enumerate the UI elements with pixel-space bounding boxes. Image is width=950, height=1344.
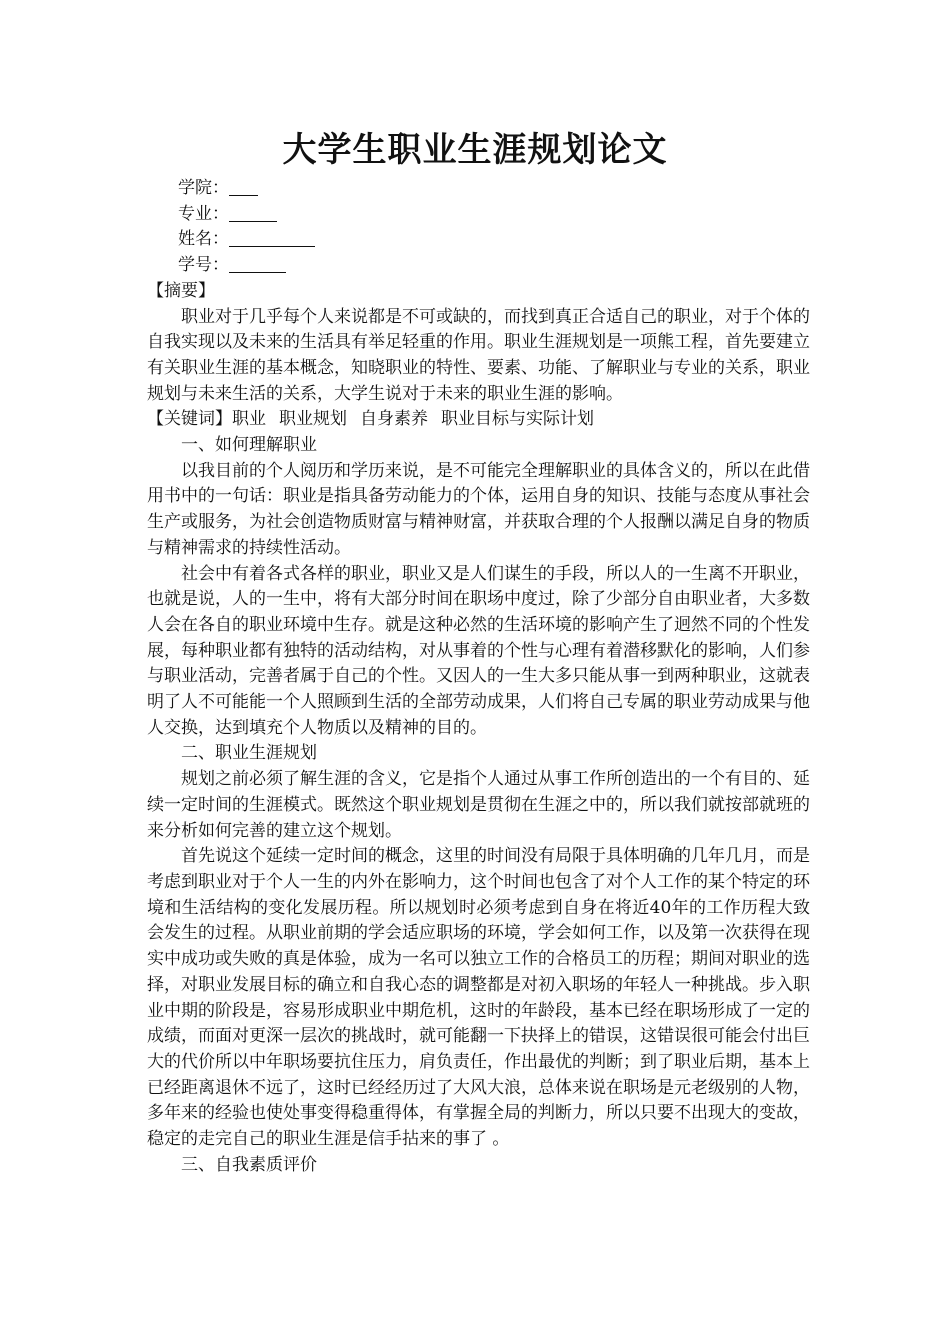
blank-line (229, 253, 286, 273)
blank-line (229, 176, 258, 196)
document-body (147, 176, 810, 1178)
field-major (147, 202, 810, 228)
field-label: 学号： (178, 255, 229, 276)
paragraph: 以我目前的个人阅历和学历来说，是不可能完全理解职业的具体含义的，所以在此借用书中的一句话：职业是指具备劳动能力的个体，运用自身的知识、技能与态度从事社会生产或服务，为社会创造物质财富与精神财富，并获取合理的个人报酬以满足自身的物质与精神需求的持续性活动。 (147, 460, 810, 558)
document-title: 大学生职业生涯规划论文 (282, 130, 668, 170)
paragraph: 社会中有着各式各样的职业，职业又是人们谋生的手段，所以人的一生离不开职业，也就是说，人的一生中，将有大部分时间在职场中度过，除了少部分自由职业者，大多数人会在各自的职业环境中生存。就是这种必然的生活环境的影响产生了迥然不同的个性发展，每种职业都有独特的活动结构，对从事着的个性与心理有着潜移默化的影响，人们参与职业活动，完善者属于自己的个性。又因人的一生大多只能从事一到两种职业，这就表明了人不可能能一个人照顾到生活的全部劳动成果，人们将自己专属的职业劳动成果与他人交换，达到填充个人物质以及精神的目的。 (147, 563, 810, 738)
blank-line (229, 227, 315, 247)
field-name (147, 227, 810, 253)
abstract-heading: 【摘要】 (147, 280, 215, 301)
field-student-id (147, 253, 810, 279)
keyword: 职业目标与实际计划 (441, 409, 594, 430)
keyword: 自身素养 (360, 409, 428, 430)
abstract-text: 职业对于几乎每个人来说都是不可或缺的，而找到真正合适自己的职业，对于个体的自我实现以及未来的生活具有举足轻重的作用。职业生涯规划是一项熊工程，首先要建立有关职业生涯的基本概念，知晓职业的特性、要素、功能、了解职业与专业的关系，职业规划与未来生活的关系，大学生说对于未来的职业生涯的影响。 (147, 306, 810, 404)
section-heading-1: 一、如何理解职业 (181, 435, 317, 456)
section-heading-3: 三、自我素质评价 (181, 1154, 317, 1175)
keywords-heading: 【关键词】 (147, 409, 232, 430)
field-label: 专业： (178, 203, 229, 224)
section-heading-2: 二、职业生涯规划 (181, 743, 317, 764)
blank-line (229, 202, 277, 222)
field-label: 姓名： (178, 229, 229, 250)
field-label: 学院： (178, 178, 229, 198)
keyword: 职业规划 (279, 409, 347, 430)
keyword: 职业 (232, 409, 266, 430)
field-college (147, 176, 810, 202)
paragraph: 规划之前必须了解生涯的含义，它是指个人通过从事工作所创造出的一个有目的、延续一定时间的生涯模式。既然这个职业规划是贯彻在生涯之中的，所以我们就按部就班的来分析如何完善的建立这个规划。 (147, 769, 810, 841)
paragraph: 首先说这个延续一定时间的概念，这里的时间没有局限于具体明确的几年几月，而是考虑到职业对于个人一生的内外在影响力，这个时间也包含了对个人工作的某个特定的环境和生活结构的变化发展历程。所以规划时必须考虑到自身在将近40年的工作历程大致会发生的过程。从职业前期的学会适应职场的环境，学会如何工作，以及第一次获得在现实中成功或失败的真是体验，成为一名可以独立工作的合格员工的历程；期间对职业的选择，对职业发展目标的确立和自我心态的调整都是对初入职场的年轻人一种挑战。步入职业中期的阶段是，容易形成职业中期危机，这时的年龄段，基本已经在职场形成了一定的成绩，而面对更深一层次的挑战时，就可能翻一下抉择上的错误，这错误很可能会付出巨大的代价所以中年职场要抗住压力，肩负责任，作出最优的判断；到了职业后期，基本上已经距离退休不远了，这时已经经历过了大风大浪，总体来说在职场是元老级别的人物，多年来的经验也使处事变得稳重得体，有掌握全局的判断力，所以只要不出现大的变故，稳定的走完自己的职业生涯是信手拈来的事了 。 (147, 846, 810, 1150)
keywords-line (147, 407, 810, 433)
